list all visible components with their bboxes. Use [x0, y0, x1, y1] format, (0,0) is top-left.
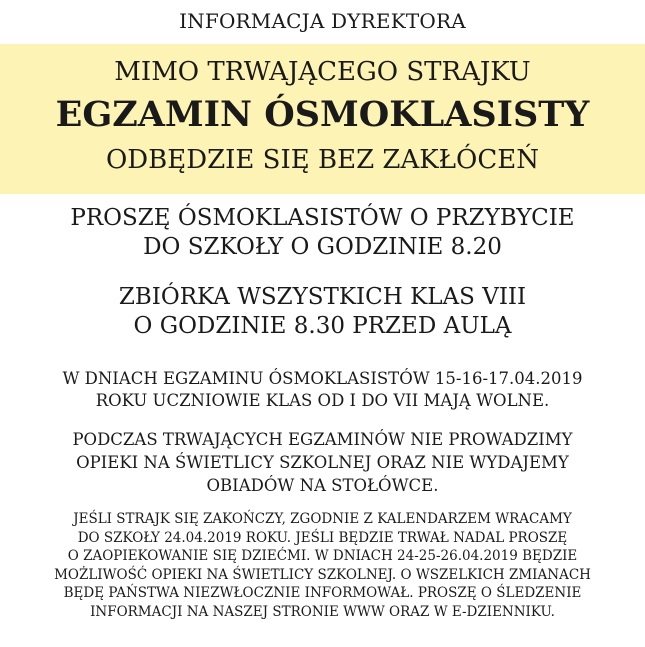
arrival-line-2: DO SZKOŁY O GODZINIE 8.20 — [143, 234, 502, 260]
days-off-line-2: ROKU UCZNIOWIE KLAS OD I DO VII MAJĄ WOLNE. — [95, 391, 550, 410]
final-note-line-6: INFORMACJI NA NASZEJ STRONIE WWW ORAZ W E-DZIENNIKU. — [90, 603, 555, 620]
gathering-line-1: ZBIÓRKA WSZYSTKICH KLAS VIII — [118, 284, 527, 310]
final-note-line-5: BĘDĘ PAŃSTWA NIEZWŁOCZNIE INFORMOWAŁ. PROSZĘ O ŚLEDZENIE — [63, 585, 582, 601]
days-off-line-1: W DNIACH EGZAMINU ÓSMOKLASISTÓW 15-16-17.04.2019 — [62, 369, 583, 388]
banner-line-exam-title: EGZAMIN ÓSMOKLASISTY — [55, 94, 590, 135]
gathering-line-2: O GODZINIE 8.30 PRZED AULĄ — [133, 313, 512, 339]
final-note-line-4: MOŻLIWOŚĆ OPIEKI NA ŚWIETLICY SZKOLNEJ. O WSZELKICH ZMIANACH — [54, 566, 591, 583]
final-note-line-1: JEŚLI STRAJK SIĘ ZAKOŃCZY, ZGODNIE Z KALENDARZEM WRACAMY — [73, 511, 572, 527]
care-line-2: OPIEKI NA ŚWIETLICY SZKOLNEJ ORAZ NIE WYDAJEMY — [76, 453, 569, 472]
highlight-banner — [0, 44, 645, 194]
banner-line-no-disruption: ODBĘDZIE SIĘ BEZ ZAKŁÓCEŃ — [105, 145, 539, 175]
banner-line-strike: MIMO TRWAJĄCEGO STRAJKU — [114, 57, 531, 87]
gathering-instructions — [0, 283, 645, 341]
final-note-line-3: O ZAOPIEKOWANIE SIĘ DZIEĆMI. W DNIACH 24-25-26.04.2019 BĘDZIE — [67, 548, 578, 564]
care-line-1: PODCZAS TRWAJĄCYCH EGZAMINÓW NIE PROWADZIMY — [72, 430, 573, 449]
care-notice — [0, 428, 645, 497]
care-line-3: OBIADÓW NA STOŁÓWCE. — [206, 476, 439, 495]
days-off-notice — [0, 368, 645, 412]
notice-header: INFORMACJA DYREKTORA — [179, 9, 466, 33]
final-note-line-2: DO SZKOŁY 24.04.2019 ROKU. JEŚLI BĘDZIE TRWAŁ NADAL PROSZĘ — [77, 529, 568, 546]
arrival-line-1: PROSZĘ ÓSMOKLASISTÓW O PRZYBYCIE — [70, 205, 575, 231]
arrival-instructions — [0, 204, 645, 262]
final-note — [0, 510, 645, 621]
